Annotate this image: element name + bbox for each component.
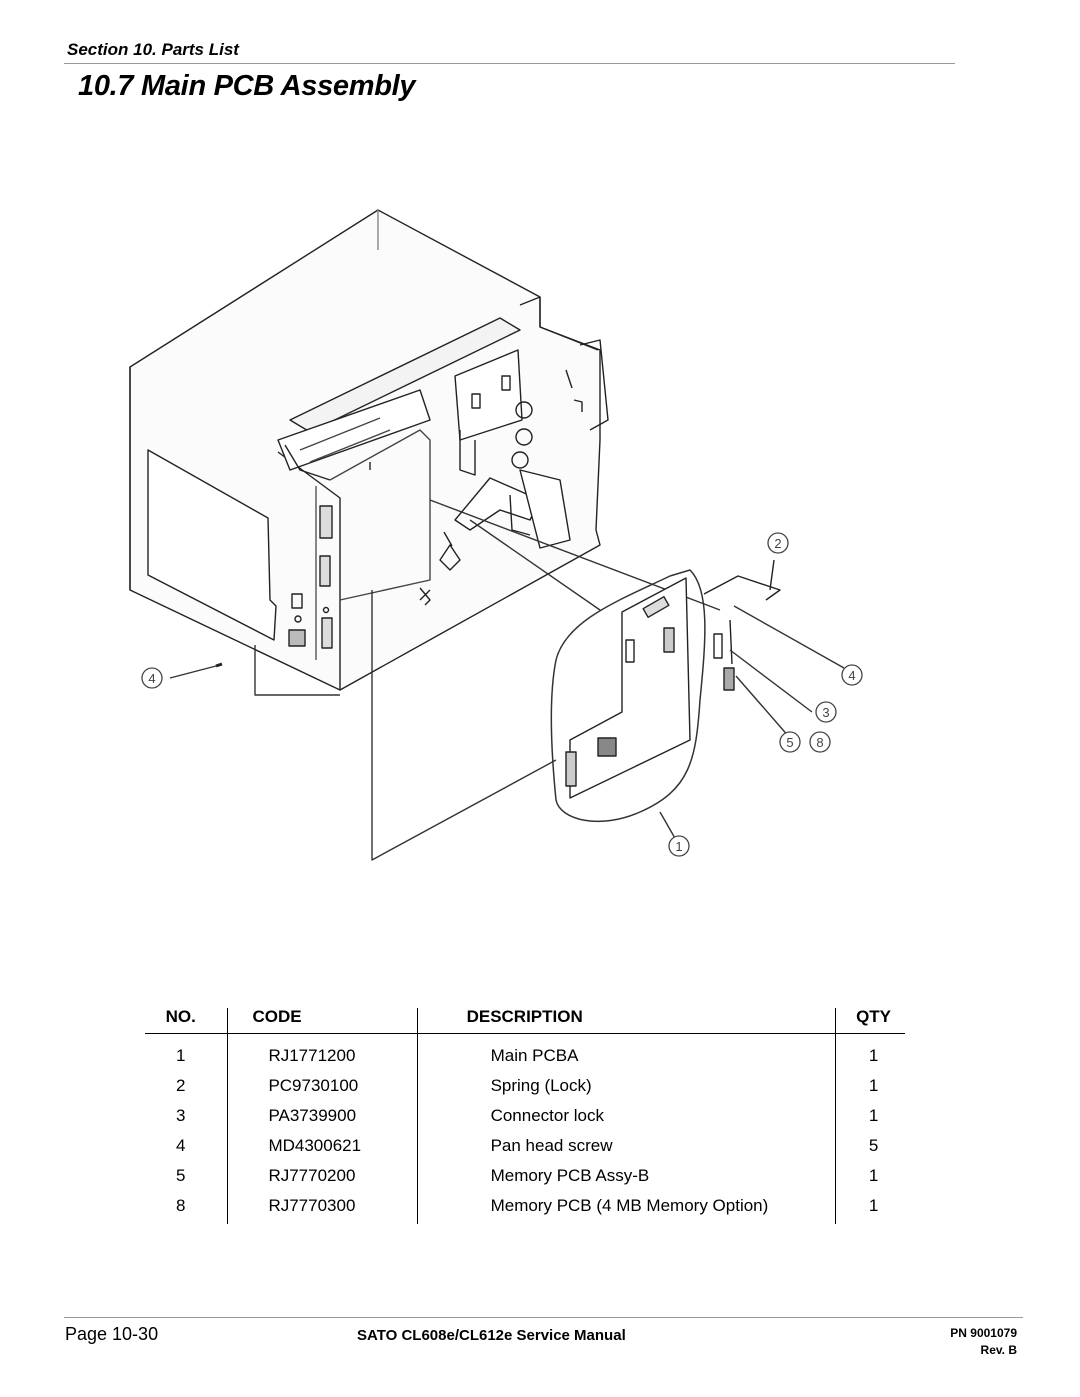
revision: Rev. B: [980, 1343, 1017, 1357]
callout-2: 2: [774, 536, 782, 551]
col-description: DESCRIPTION: [466, 1007, 583, 1026]
parts-table: [145, 1007, 905, 1221]
callout-5: 5: [786, 735, 794, 750]
row-no: 2: [175, 1076, 186, 1095]
parts-table-header: [145, 1007, 905, 1034]
table-row: [145, 1041, 905, 1071]
row-description: Main PCBA: [490, 1046, 579, 1065]
row-no: 3: [175, 1106, 186, 1125]
table-row: [145, 1071, 905, 1101]
row-description: Memory PCB Assy-B: [490, 1166, 650, 1185]
row-code: PA3739900: [268, 1106, 357, 1125]
col-no: NO.: [165, 1007, 196, 1026]
part-number: PN 9001079: [950, 1326, 1017, 1340]
footer-rule: [64, 1317, 1023, 1318]
row-description: Spring (Lock): [490, 1076, 592, 1095]
main-pcba-board: [570, 578, 690, 798]
col-code: CODE: [252, 1007, 302, 1026]
page-number: Page 10-30: [65, 1324, 159, 1344]
row-code: PC9730100: [268, 1076, 359, 1095]
row-qty: 1: [868, 1166, 879, 1185]
callout-3: 3: [822, 705, 830, 720]
table-row: [145, 1191, 905, 1221]
row-code: RJ1771200: [268, 1046, 356, 1065]
callout-1: 1: [675, 839, 683, 854]
cabinet-outline: [130, 210, 600, 690]
row-qty: 1: [868, 1046, 879, 1065]
row-no: 1: [175, 1046, 186, 1065]
callout-8: 8: [816, 735, 824, 750]
spring-lock: [704, 576, 780, 600]
section-header: Section 10. Parts List: [67, 40, 239, 59]
table-row: [145, 1101, 905, 1131]
row-description: Memory PCB (4 MB Memory Option): [490, 1196, 769, 1215]
page-title: 10.7 Main PCB Assembly: [78, 70, 416, 102]
callout-4-right: 4: [848, 668, 856, 683]
row-no: 4: [175, 1136, 186, 1155]
row-qty: 1: [868, 1196, 879, 1215]
row-no: 8: [175, 1196, 186, 1215]
row-qty: 5: [868, 1136, 879, 1155]
col-qty: QTY: [856, 1007, 892, 1026]
row-description: Connector lock: [490, 1106, 604, 1125]
row-description: Pan head screw: [490, 1136, 613, 1155]
row-no: 5: [175, 1166, 186, 1185]
row-code: MD4300621: [268, 1136, 362, 1155]
manual-title: SATO CL608e/CL612e Service Manual: [357, 1327, 626, 1344]
row-qty: 1: [868, 1106, 879, 1125]
table-row: [145, 1131, 905, 1161]
part-number-block: [950, 1325, 1017, 1359]
callout-4-left: 4: [148, 671, 156, 686]
row-qty: 1: [868, 1076, 879, 1095]
row-code: RJ7770300: [268, 1196, 356, 1215]
table-row: [145, 1161, 905, 1191]
row-code: RJ7770200: [268, 1166, 356, 1185]
